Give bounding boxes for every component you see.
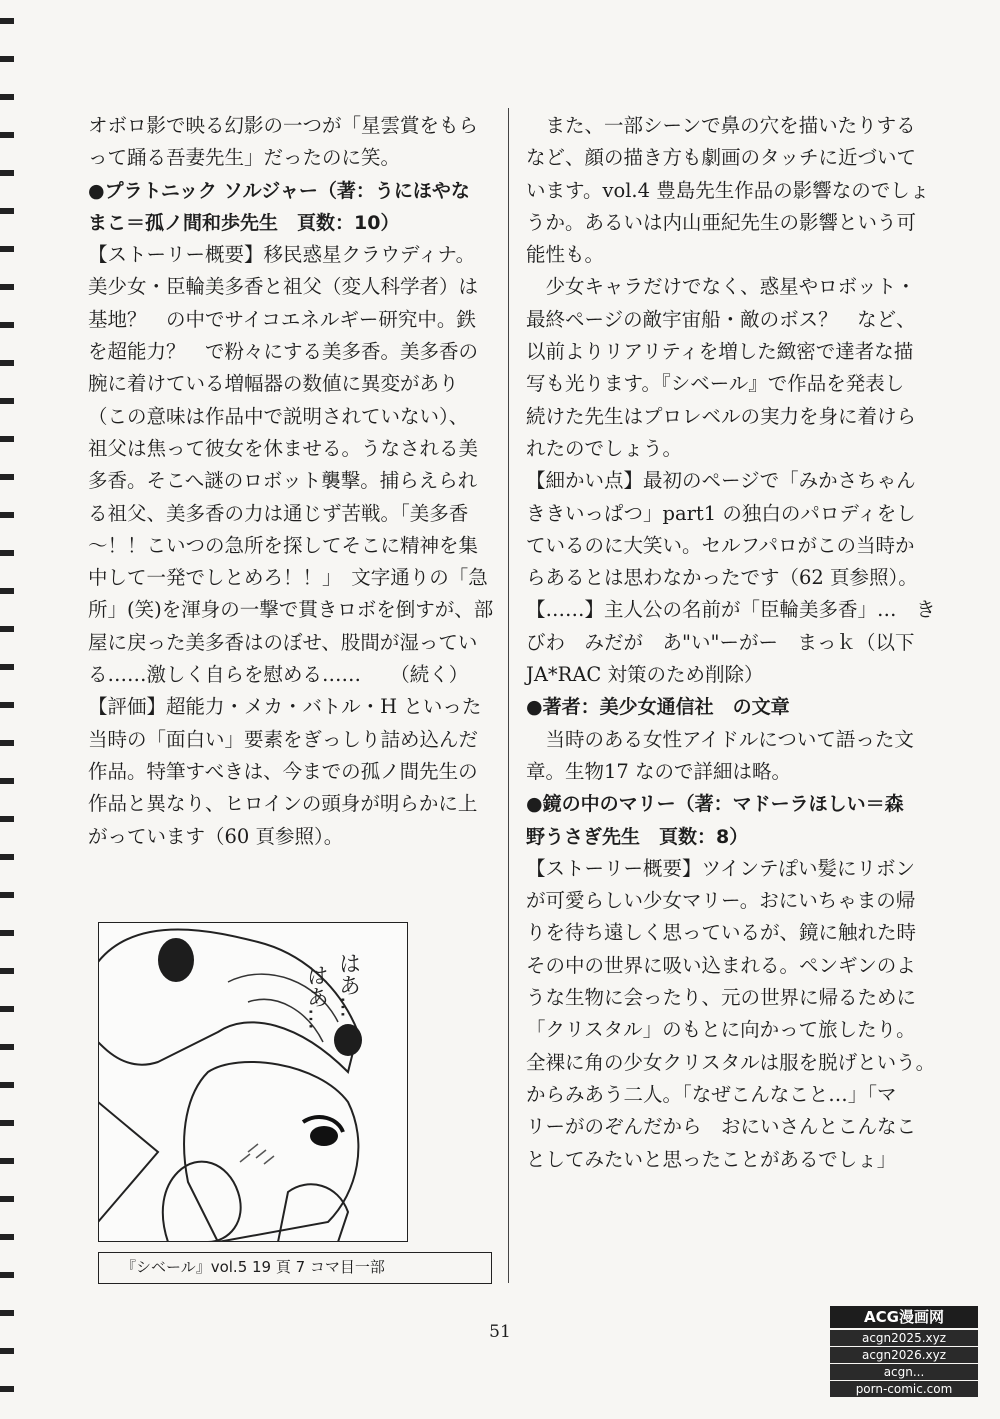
body-text-line: って踊る吾妻先生」だったのに笑。 [88, 146, 401, 170]
body-text-line: 少女キャラだけでなく、惑星やロボット・ [526, 275, 916, 299]
watermark-line: acgn... [830, 1364, 978, 1380]
manga-panel-illustration [98, 922, 408, 1242]
body-text-line: 写も光ります。『シベール』で作品を発表し [526, 372, 905, 396]
body-text-line: 基地？ の中でサイコエネルギー研究中。鉄 [88, 307, 476, 331]
body-text-line: 【ストーリー概要】ツインテぽい髪にリボン [526, 856, 916, 880]
watermark-logo: ACG漫画网 [830, 1306, 978, 1328]
left-column [88, 110, 494, 853]
section-heading: 野うさぎ先生 頁数：8） [526, 825, 749, 848]
section-heading: ●プラトニック ソルジャー（著：うにほやな [88, 179, 470, 202]
body-text-line: 祖父は焦って彼女を休ませる。うなされる美 [88, 436, 479, 460]
body-text-line: ているのに大笑い。セルフパロがこの当時か [526, 533, 915, 557]
speech-text: はあ… [335, 952, 361, 1018]
body-text-line: 【……】主人公の名前が「臣輪美多香」… き [526, 598, 936, 622]
body-text-line: 章。生物17 なので詳細は略。 [526, 759, 792, 783]
body-text-line: ～！！こいつの急所を探してそこに精神を集 [88, 533, 479, 557]
watermark-line: acgn2025.xyz [830, 1330, 978, 1346]
body-text-line: 【細かい点】最初のページで「みかさちゃん [526, 469, 916, 493]
section-heading: まこ＝孤ノ間和歩先生 頁数：10） [88, 211, 400, 234]
body-text-line: 【評価】超能力・メカ・バトル・H といった [88, 695, 482, 719]
body-text-line: その中の世界に吸い込まれる。ペンギンのよ [526, 953, 916, 977]
body-text-line: からみあう二人。「なぜこんなこと…」「マ [526, 1082, 897, 1106]
body-text-line: れたのでしょう。 [526, 436, 683, 460]
body-text-line: 多香。そこへ謎のロボット襲撃。捕らえられ [88, 469, 478, 493]
body-text-line: リーがのぞんだから おにいさんとこんなこ [526, 1115, 917, 1139]
body-text-line: 続けた先生はプロレベルの実力を身に着けら [526, 404, 917, 428]
body-text-line: 能性も。 [526, 243, 605, 267]
body-text-line: 最終ページの敵宇宙船・敵のボス？ など、 [526, 307, 916, 331]
body-text-line: を超能力？ で粉々にする美多香。美多香の [88, 340, 479, 364]
watermark-line: acgn2026.xyz [830, 1347, 978, 1363]
body-text-line: JA*RAC 対策のため削除） [526, 663, 764, 687]
body-text-line: 全裸に角の少女クリスタルは服を脱げという。 [526, 1050, 936, 1074]
section-heading: ●著者：美少女通信社 の文章 [526, 696, 790, 719]
body-text-line: オボロ影で映る幻影の一つが「星雲賞をもら [88, 114, 479, 137]
body-text-line: 所」(笑)を渾身の一撃で貫きロボを倒すが、部 [88, 598, 494, 622]
body-text-line: としてみたいと思ったことがあるでしょ」 [526, 1147, 897, 1171]
body-text-line: 当時の「面白い」要素をぎっしり詰め込んだ [88, 727, 479, 751]
body-text-line: が可愛らしい少女マリー。おにいちゃまの帰 [526, 889, 916, 913]
body-text-line: 美少女・臣輪美多香と祖父（変人科学者）は [88, 275, 479, 299]
body-text-line: うな生物に会ったり、元の世界に帰るために [526, 986, 917, 1010]
body-text-line: がっています（60 頁参照）。 [88, 824, 344, 848]
body-text-line: る祖父、美多香の力は通じず苦戦。「美多香 [88, 501, 469, 525]
body-text-line: りを待ち遠しく思っているが、鏡に触れた時 [526, 921, 917, 945]
watermark-line: porn-comic.com [830, 1381, 978, 1397]
column-divider [508, 108, 509, 1283]
body-text-line: 【ストーリー概要】移民惑星クラウディナ。 [88, 243, 476, 267]
spiral-binding [0, 0, 14, 1419]
section-heading: ●鏡の中のマリー（著：マドーラほしい＝森 [526, 793, 904, 816]
body-text-line: うか。あるいは内山亜紀先生の影響という可 [526, 210, 917, 234]
figure-caption: 『シベール』vol.5 19 頁 7 コマ目一部 [98, 1252, 492, 1284]
watermark [830, 1306, 978, 1398]
body-text-line: 「クリスタル」のもとに向かって旅したり。 [526, 1018, 916, 1042]
body-text-line: 作品と異なり、ヒロインの頭身が明らかに上 [88, 792, 478, 816]
body-text-line: など、顔の描き方も劇画のタッチに近づいて [526, 146, 917, 170]
body-text-line: らあるとは思わなかったです（62 頁参照）。 [526, 566, 918, 590]
body-text-line: 中して一発でしとめろ！！」 文字通りの「急 [88, 566, 488, 590]
body-text-line: います。vol.4 豊島先生作品の影響なのでしょ [526, 178, 930, 202]
body-text-line: る……激しく自らを慰める…… （続く） [88, 663, 469, 687]
body-text-line: （この意味は作品中で説明されていない）、 [88, 404, 469, 428]
body-text-line: 屋に戻った美多香はのぼせ、股間が湿ってい [88, 630, 478, 654]
body-text-line: 作品。特筆すべきは、今までの孤ノ間先生の [88, 759, 478, 783]
page-number: 51 [489, 1322, 511, 1342]
body-text-line: ききいっぱつ」part1 の独白のパロディをし [526, 501, 916, 525]
body-text-line: 当時のある女性アイドルについて語った文 [526, 727, 914, 751]
right-column [526, 110, 936, 1176]
body-text-line: 以前よりリアリティを増した緻密で達者な描 [526, 340, 914, 364]
body-text-line: 腕に着けている増幅器の数値に異変があり [88, 372, 459, 396]
speech-text: はあ… [303, 964, 329, 1030]
body-text-line: びわ みだが あ"い"ーがー まっｋ（以下 [526, 630, 915, 654]
body-text-line: また、一部シーンで鼻の穴を描いたりする [526, 114, 916, 137]
